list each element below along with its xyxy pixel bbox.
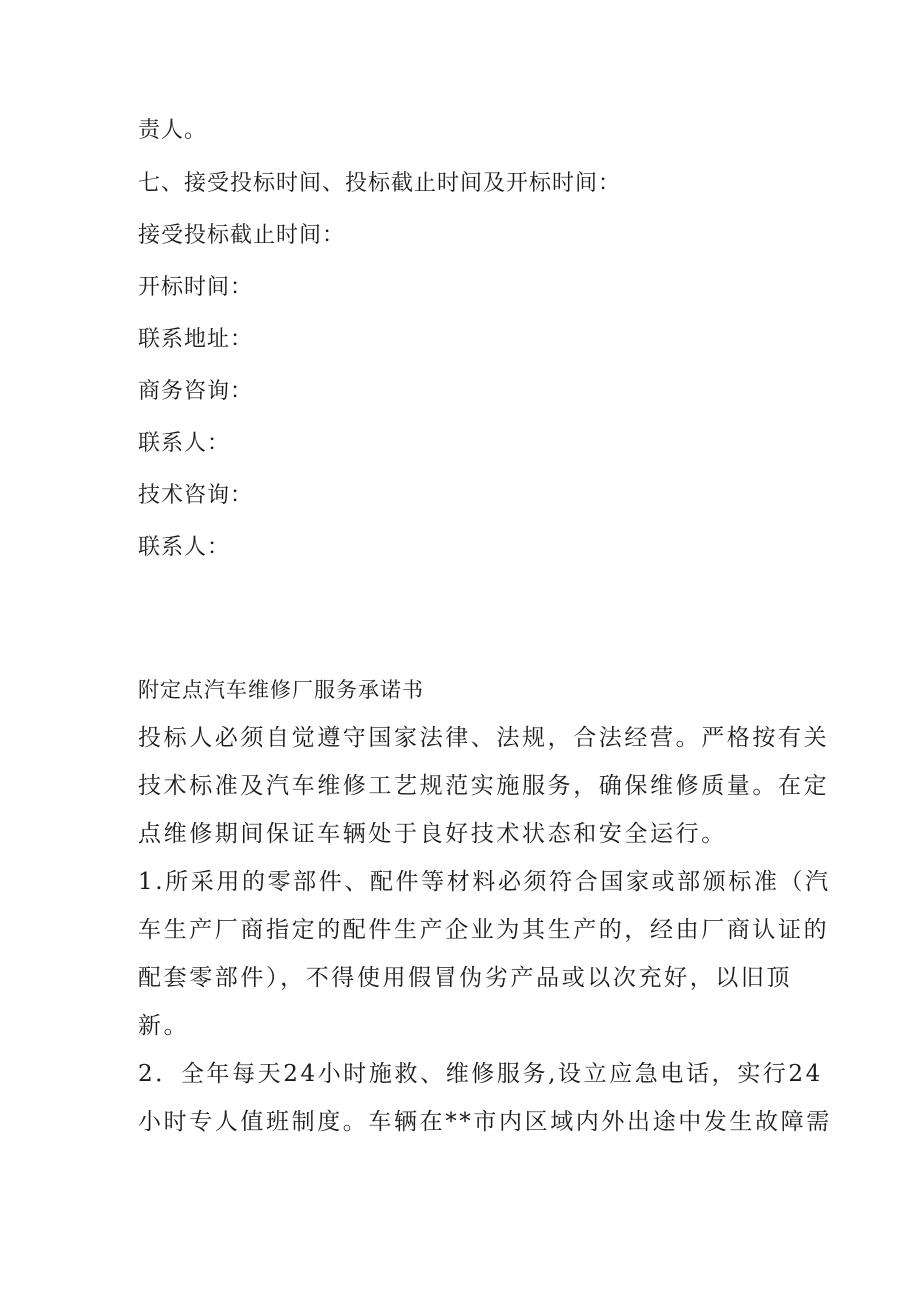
contact-address-label: 联系地址： [138, 327, 254, 352]
intro-paragraph-line: 技术标准及汽车维修工艺规范实施服务，确保维修质量。在定 [138, 773, 830, 799]
bid-opening-time-label: 开标时间： [138, 275, 254, 300]
business-contact-person-label: 联系人： [138, 431, 231, 456]
technical-inquiry-label: 技术咨询： [138, 483, 254, 508]
business-inquiry-label: 商务咨询： [138, 379, 254, 404]
text-line-continuation: 责人。 [138, 118, 208, 143]
item-two-line: 小时专人值班制度。车辆在**市内区域内外出途中发生故障需 [138, 1109, 832, 1135]
item-one-line: 车生产厂商指定的配件生产企业为其生产的，经由厂商认证的 [138, 917, 830, 943]
item-one-line: 配套零部件），不得使用假冒伪劣产品或以次充好，以旧顶 [138, 965, 793, 991]
item-one-line: 新。 [138, 1013, 190, 1039]
item-one-line: 1.所采用的零部件、配件等材料必须符合国家或部颁标准（汽 [138, 869, 831, 895]
intro-paragraph-line: 点维修期间保证车辆处于良好技术状态和安全运行。 [138, 821, 727, 847]
intro-paragraph-line: 投标人必须自觉遵守国家法律、法规，合法经营。严格按有关 [138, 725, 830, 751]
technical-contact-person-label: 联系人： [138, 535, 231, 560]
item-two-line: 2．全年每天24小时施救、维修服务,设立应急电话，实行24 [138, 1061, 823, 1087]
bid-deadline-label: 接受投标截止时间： [138, 223, 346, 248]
appendix-title: 附定点汽车维修厂服务承诺书 [138, 678, 424, 702]
section-seven-heading: 七、接受投标时间、投标截止时间及开标时间： [138, 171, 622, 196]
